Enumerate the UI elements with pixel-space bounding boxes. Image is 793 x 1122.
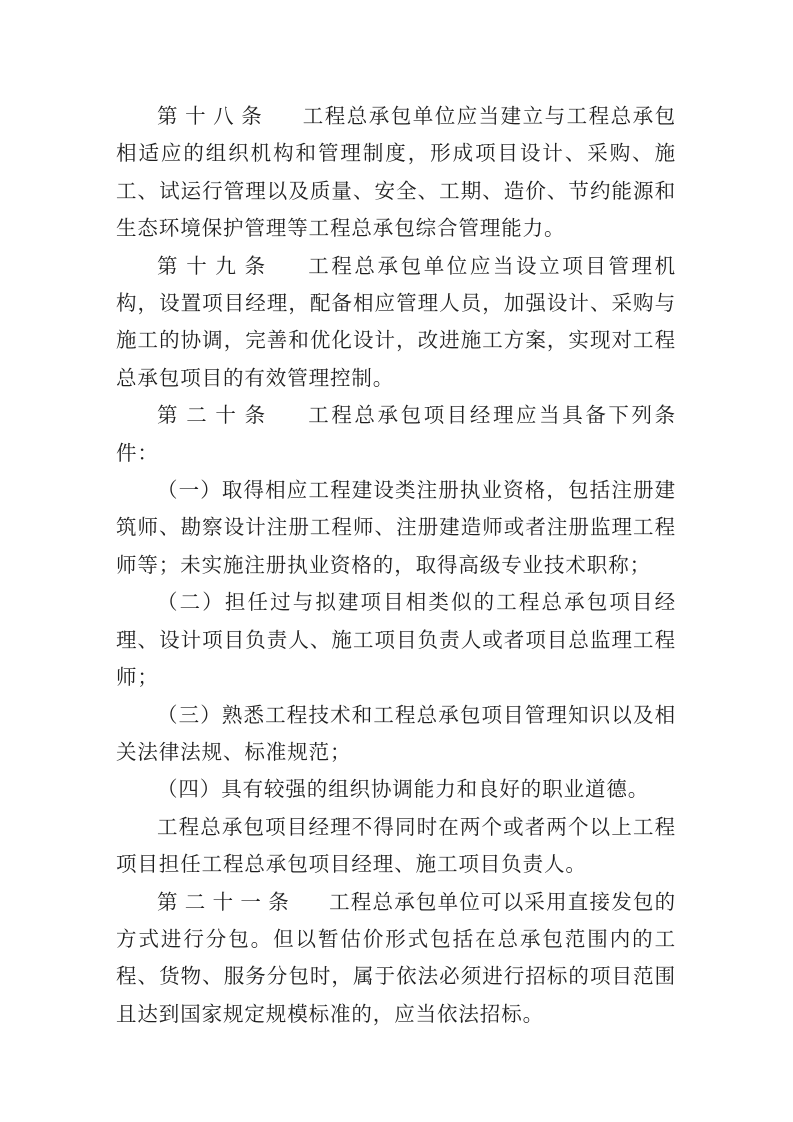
condition-2: （二）担任过与拟建项目相类似的工程总承包项目经理、设计项目负责人、施工项目负责人或者项目总监理工程师；	[116, 590, 676, 690]
manager-restriction: 工程总承包项目经理不得同时在两个或者两个以上工程项目担任工程总承包项目经理、施工项目负责人。	[116, 814, 676, 877]
article-20-text: 工程总承包项目经理应当具备下列条件：	[116, 403, 676, 465]
article-19-text: 工程总承包单位应当设立项目管理机构，设置项目经理，配备相应管理人员，加强设计、采购与施工的协调，完善和优化设计，改进施工方案，实现对工程总承包项目的有效管理控制。	[116, 253, 676, 390]
article-19-heading: 第十九条	[157, 253, 274, 278]
condition-1: （一）取得相应工程建设类注册执业资格，包括注册建筑师、勘察设计注册工程师、注册建造师或者注册监理工程师等；未实施注册执业资格的，取得高级专业技术职称；	[116, 478, 676, 577]
condition-3: （三）熟悉工程技术和工程总承包项目管理知识以及相关法律法规、标准规范；	[116, 702, 676, 764]
article-18-heading: 第十八条	[157, 104, 270, 128]
article-18	[116, 98, 676, 248]
article-21-text: 工程总承包单位可以采用直接发包的方式进行分包。但以暂估价形式包括在总承包范围内的工程、货物、服务分包时，属于依法必须进行招标的项目范围且达到国家规定规模标准的，应当依法招标。	[116, 889, 676, 1026]
article-21	[116, 884, 676, 1034]
document-body	[116, 98, 676, 1033]
condition-4: （四）具有较强的组织协调能力和良好的职业道德。	[157, 777, 650, 802]
article-21-heading: 第二十一条	[157, 889, 296, 914]
article-18-text: 工程总承包单位应当建立与工程总承包相适应的组织机构和管理制度，形成项目设计、采购、施工、试运行管理以及质量、安全、工期、造价、节约能源和生态环境保护管理等工程总承包综合管理能力。	[116, 104, 677, 241]
article-20-heading: 第二十条	[157, 403, 274, 428]
article-20	[116, 397, 676, 472]
article-19	[116, 248, 676, 398]
